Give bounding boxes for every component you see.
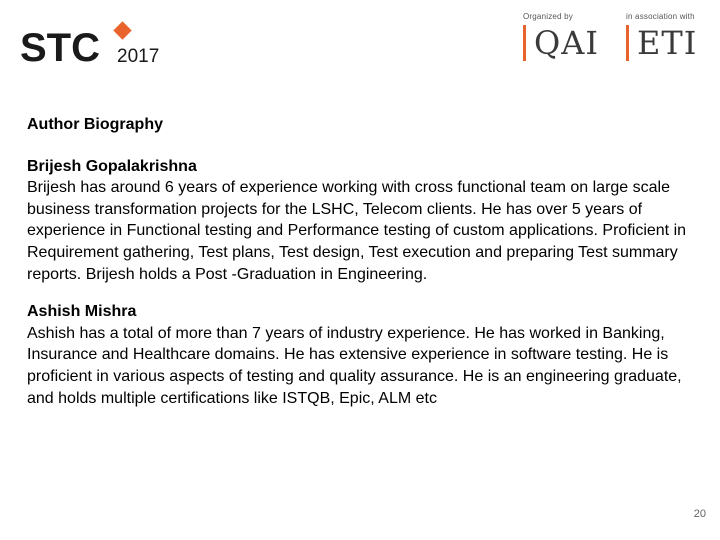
organized-by-block <box>523 12 599 61</box>
author-bio-text: Ashish has a total of more than 7 years of industry experience. He has worked in Banking, Insurance and Healthcare domains. He has extensive experience in software testing. He is proficient in various aspects of testing and quality assurance. He is an engineering graduate, and holds multiple certifications like ISTQB, Epic, ALM etc <box>27 324 682 407</box>
author-bio <box>27 301 697 409</box>
association-block <box>626 12 697 61</box>
eti-accent-bar <box>626 25 629 61</box>
author-bio-text: Brijesh has around 6 years of experience working with cross functional team on large scale business transformation projects for the LSHC, Telecom clients. He has over 5 years of experience in Functional testing and Performance testing of custom applications. Proficient in Requirement gathering, Test plans, Test design, Test execution and preparing Test summary reports. Brijesh holds a Post -Graduation in Engineering. <box>27 179 687 283</box>
author-name: Brijesh Gopalakrishna <box>27 157 197 175</box>
slide-content <box>27 114 697 425</box>
page-number: 20 <box>693 508 706 520</box>
eti-logo: ETI <box>637 24 698 62</box>
section-heading: Author Biography <box>27 116 163 133</box>
organized-by-label: Organized by <box>523 12 573 21</box>
author-bio <box>27 156 697 286</box>
association-label: in association with <box>626 12 695 21</box>
qai-accent-bar <box>523 25 526 61</box>
stc-2017-logo <box>20 18 180 68</box>
qai-logo: QAI <box>534 24 599 62</box>
logo-wordmark: STC <box>20 26 100 68</box>
logo-year: 2017 <box>117 46 160 67</box>
logo-diamond-icon <box>113 21 131 39</box>
author-name: Ashish Mishra <box>27 303 137 321</box>
